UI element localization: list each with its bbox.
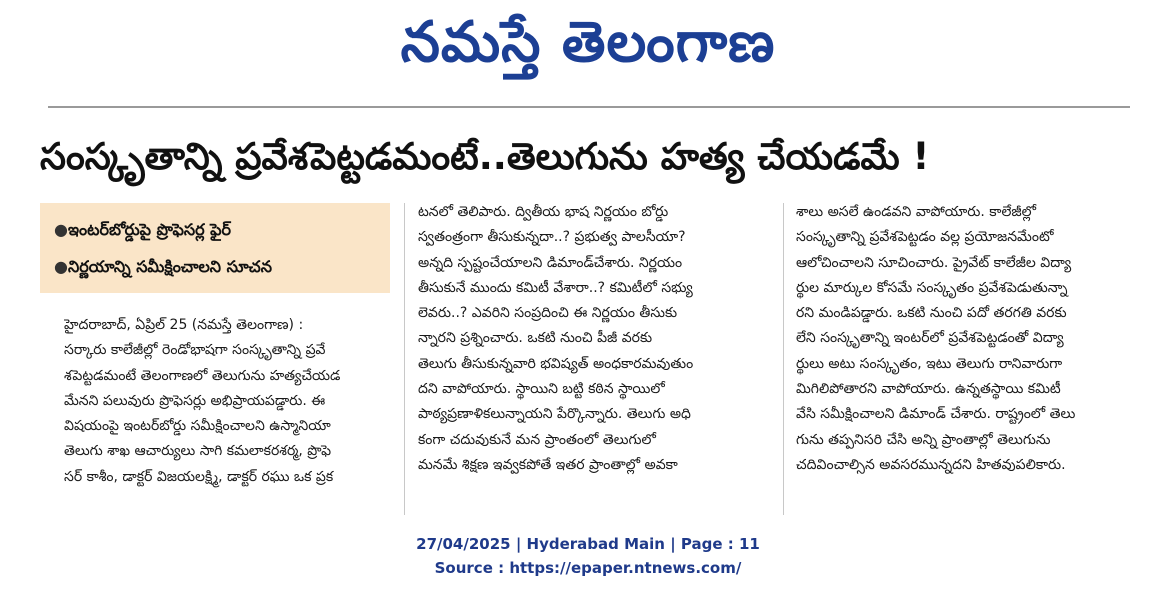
- text-line: శపెట్టడమంటే తెలంగాణలో తెలుగును హత్యచేయడ: [64, 367, 341, 384]
- text-line: లెవరు..? ఎవరిని సంప్రదించి ఈ నిర్ణయం తీసుకు: [418, 305, 678, 322]
- text-line: సర్ కాశీం, డాక్టర్ విజయలక్ష్మి, డాక్టర్ రఘు ఒక ప్రక: [64, 468, 334, 485]
- text-line: న్నారని ప్రశ్నించారు. ఒకటి నుంచి పీజీ వరకు: [418, 330, 653, 347]
- text-line: ఆలోచించాలని సూచించారు. ప్రైవేట్ కాలేజీల విద్యా: [796, 254, 1072, 271]
- column-divider: [783, 203, 784, 515]
- article-column-1: [64, 313, 392, 513]
- text-line: వేసి సమీక్షించాలని డిమాండ్ చేశారు. రాష్ట్రంలో తెలు: [796, 406, 1076, 423]
- bullet-icon: ●: [54, 220, 68, 239]
- text-line: మేనని పలువురు ప్రొఫెసర్లు అభిప్రాయపడ్డారు. ఈ: [64, 392, 326, 409]
- text-line: మనమే శిక్షణ ఇవ్వకపోతే ఇతర ప్రాంతాల్లో అవకా: [418, 456, 678, 473]
- text-line: ర్థులు అటు సంస్కృతం, ఇటు తెలుగు రానివారుగా: [796, 355, 1063, 372]
- highlight-text: ఇంటర్‌బోర్డుపై ప్రొఫెసర్ల ఫైర్: [68, 220, 232, 239]
- header-rule: [48, 106, 1130, 108]
- page-footer: [0, 532, 1176, 580]
- article-headline: సంస్కృతాన్ని ప్రవేశపెట్టడమంటే..తెలుగును హత్య చేయడమే !: [40, 135, 930, 178]
- text-line: తెలుగు తీసుకున్నవారి భవిష్యత్ అంధకారమవుతుం: [418, 355, 694, 372]
- source-link[interactable]: Source : https://epaper.ntnews.com/: [434, 559, 742, 577]
- text-line: కంగా చదువుకునే మన ప్రాంతంలో తెలుగులో: [418, 431, 656, 448]
- text-line: తెలుగు శాఖ ఆచార్యులు సాగి కమలాకరశర్మ, ప్రొఫె: [64, 443, 332, 460]
- text-line: దని వాపోయారు. స్థాయిని బట్టి కఠిన స్థాయిలో: [418, 381, 665, 398]
- text-line: మిగిలిపోతారని వాపోయారు. ఉన్నతస్థాయి కమిటీ: [796, 381, 1061, 398]
- highlight-item: [54, 211, 390, 248]
- masthead: [0, 0, 1176, 90]
- masthead-logo: నమస్తే తెలంగాణ: [400, 10, 776, 75]
- text-line: చదివించాల్సిన అవసరమున్నదని హితవుపలికారు.: [796, 456, 1066, 473]
- article-column-3: [796, 200, 1144, 518]
- text-line: లేని సంస్కృతాన్ని ఇంటర్‌లో ప్రవేశపెట్టడంతో విద్యా: [796, 330, 1064, 347]
- highlights-list: [40, 203, 390, 285]
- text-line: సంస్కృతాన్ని ప్రవేశపెట్టడం వల్ల ప్రయోజనమేంటో: [796, 229, 1054, 246]
- text-line: ర్థుల మార్కుల కోసమే సంస్కృతం ప్రవేశపెడుతున్నా: [796, 279, 1068, 296]
- text-line: గును తప్పనిసరి చేసి అన్ని ప్రాంతాల్లో తెలుగును: [796, 431, 1051, 448]
- text-line: స్వతంత్రంగా తీసుకున్నదా..? ప్రభుత్వ పాలసీయా?: [418, 229, 686, 246]
- text-line: రని మండిపడ్డారు. ఒకటి నుంచి పదో తరగతి వరకు: [796, 305, 1067, 322]
- text-line: విషయంపై ఇంటర్‌బోర్డు సమీక్షించాలని ఉస్మానియా: [64, 418, 331, 435]
- text-line: తీసుకునే ముందు కమిటీ వేశారా..? కమిటీలో సభ్యు: [418, 279, 693, 296]
- highlights-box: [40, 203, 390, 293]
- column-divider: [404, 203, 405, 515]
- text-line: శాలు అసలే ఉండవని వాపోయారు. కాలేజీల్లో: [796, 204, 1037, 220]
- text-line: టనలో తెలిపారు. ద్వితీయ భాష నిర్ణయం బోర్డు: [418, 204, 669, 220]
- highlight-item: [54, 248, 390, 285]
- highlight-text: నిర్ణయాన్ని సమీక్షించాలని సూచన: [68, 257, 272, 276]
- text-line: అన్నది స్పష్టంచేయాలని డిమాండ్‌చేశారు. నిర్ణయం: [418, 254, 683, 271]
- text-line: సర్కారు కాలేజీల్లో రెండోభాషగా సంస్కృతాన్ని ప్రవే: [64, 342, 326, 359]
- article-column-2: [418, 200, 770, 518]
- text-line: హైదరాబాద్, ఏప్రిల్ 25 (నమస్తే తెలంగాణ) :: [64, 317, 304, 333]
- text-line: పాఠ్యప్రణాళికలున్నాయని పేర్కొన్నారు. తెలుగు అధి: [418, 406, 691, 423]
- bullet-icon: ●: [54, 257, 68, 276]
- edition-info: 27/04/2025 | Hyderabad Main | Page : 11: [416, 535, 760, 553]
